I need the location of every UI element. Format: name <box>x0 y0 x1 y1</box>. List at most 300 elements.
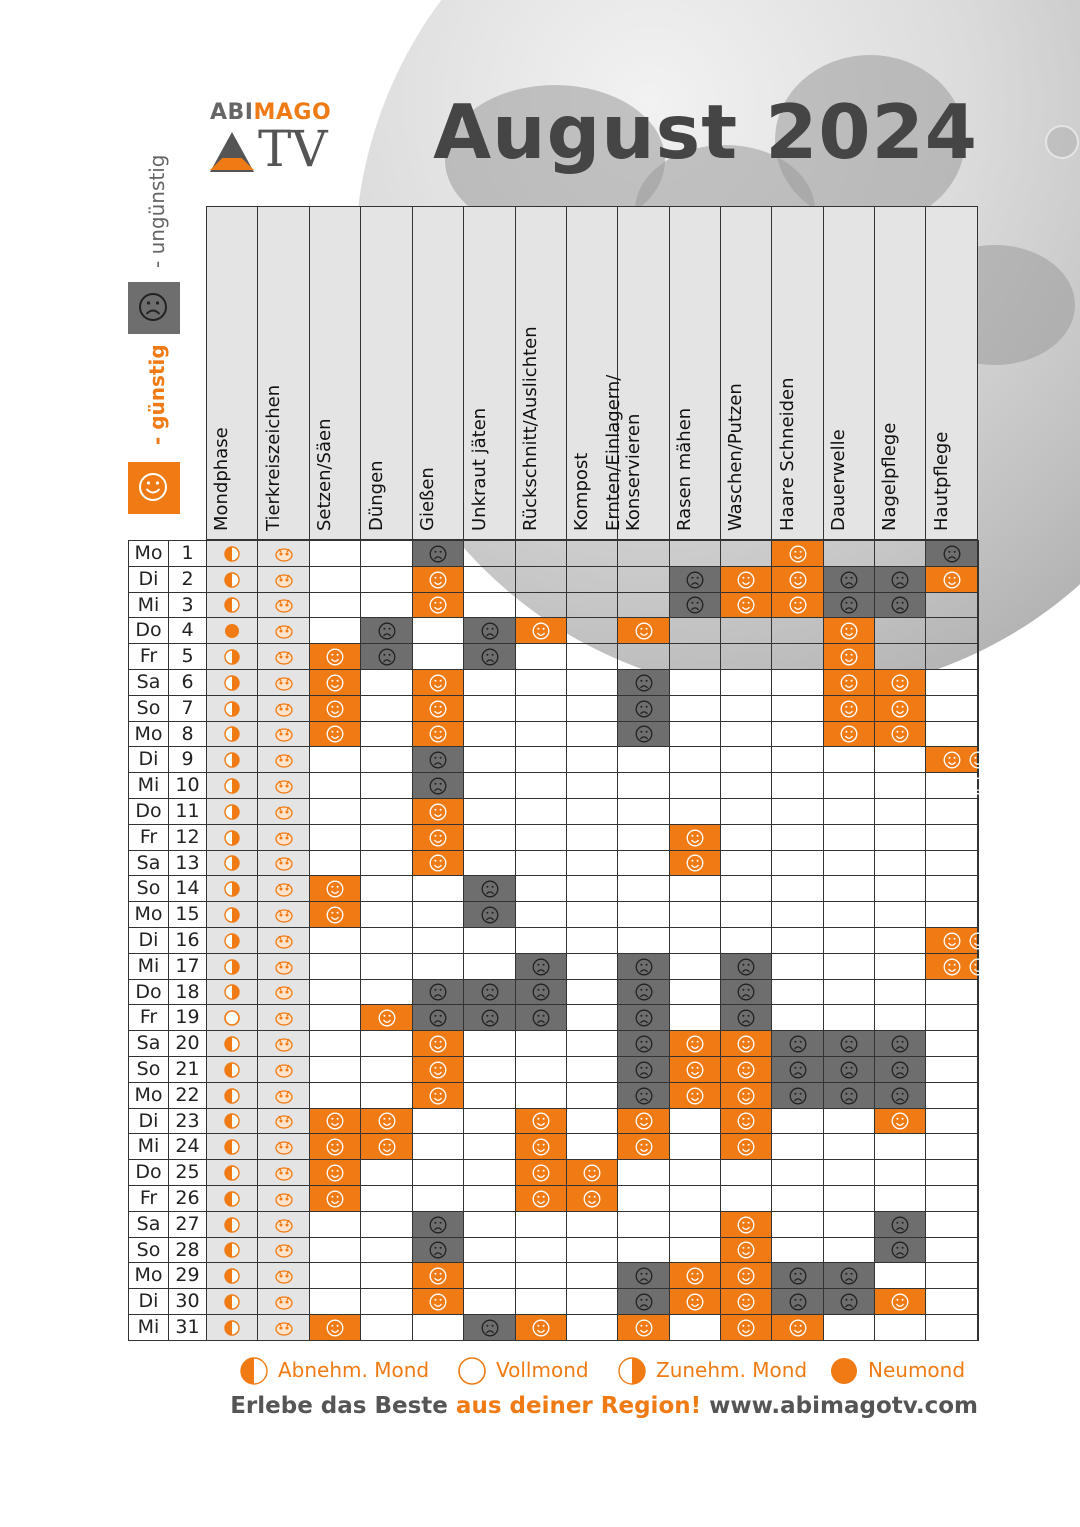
column-header-label: Setzen/Säen <box>314 418 335 531</box>
empty-cell <box>412 1108 464 1134</box>
empty-cell <box>977 540 979 567</box>
good-cell <box>977 927 979 954</box>
column-header <box>309 206 361 540</box>
empty-cell <box>360 979 413 1005</box>
zodiac-cell <box>257 617 310 644</box>
empty-cell <box>771 850 824 876</box>
moon-phase-increasing-icon <box>224 752 240 768</box>
good-cell <box>771 592 824 618</box>
empty-cell <box>823 953 875 980</box>
empty-cell <box>720 798 772 825</box>
zodiac-cell <box>257 566 310 593</box>
good-cell <box>412 1262 464 1289</box>
good-cell <box>720 1314 772 1341</box>
empty-cell <box>566 1108 618 1134</box>
column-header-label: Dauerwelle <box>828 429 849 531</box>
empty-cell <box>925 850 978 876</box>
bad-cell <box>771 1056 824 1083</box>
empty-cell <box>823 1185 875 1212</box>
empty-cell <box>771 875 824 902</box>
good-cell <box>309 695 361 722</box>
empty-cell <box>463 540 516 567</box>
moon-phase-cell <box>206 669 258 696</box>
empty-cell <box>771 643 824 670</box>
good-cell <box>412 669 464 696</box>
empty-cell <box>977 1211 979 1238</box>
good-cell <box>412 1288 464 1315</box>
empty-cell <box>977 1133 979 1160</box>
column-header <box>823 206 875 540</box>
empty-cell <box>566 592 618 618</box>
column-header <box>463 206 516 540</box>
zodiac-cell <box>257 1237 310 1263</box>
moon-phase-cell <box>206 592 258 618</box>
abimago-logo: ABIMAGO TV <box>210 100 332 178</box>
zodiac-cell <box>257 798 310 825</box>
empty-cell <box>309 979 361 1005</box>
bad-cell <box>617 1056 670 1083</box>
moon-phase-cell <box>206 1314 258 1341</box>
moon-phase-cell <box>206 695 258 722</box>
bad-cell <box>874 1030 926 1057</box>
empty-cell <box>823 1108 875 1134</box>
empty-cell <box>925 1288 978 1315</box>
empty-cell <box>823 1159 875 1186</box>
moon-phase-cell <box>206 1108 258 1134</box>
empty-cell <box>771 1004 824 1031</box>
zodiac-cell <box>257 721 310 747</box>
empty-cell <box>617 540 670 567</box>
moon-phase-cell <box>206 746 258 773</box>
empty-cell <box>874 798 926 825</box>
empty-cell <box>720 721 772 747</box>
good-cell <box>309 669 361 696</box>
empty-cell <box>874 927 926 954</box>
empty-cell <box>566 566 618 593</box>
empty-cell <box>617 1237 670 1263</box>
empty-cell <box>463 746 516 773</box>
zodiac-cell <box>257 1004 310 1031</box>
bad-cell <box>874 1237 926 1263</box>
empty-cell <box>925 901 978 928</box>
empty-cell <box>771 1211 824 1238</box>
good-cell <box>412 1082 464 1109</box>
empty-cell <box>977 617 979 644</box>
empty-cell <box>977 875 979 902</box>
empty-cell <box>977 669 979 696</box>
moon-phase-cell <box>206 824 258 851</box>
day-number-cell: 9 <box>168 746 207 773</box>
empty-cell <box>412 1314 464 1341</box>
moon-phase-decreasing-icon <box>224 597 240 613</box>
bad-cell <box>412 772 464 799</box>
empty-cell <box>925 1133 978 1160</box>
empty-cell <box>977 824 979 851</box>
moon-phase-cell <box>206 1288 258 1315</box>
empty-cell <box>823 927 875 954</box>
moon-phase-increasing-icon <box>224 933 240 949</box>
good-cell <box>412 592 464 618</box>
empty-cell <box>669 1108 721 1134</box>
empty-cell <box>925 1185 978 1212</box>
empty-cell <box>360 772 413 799</box>
good-cell <box>874 1288 926 1315</box>
bad-cell <box>771 1262 824 1289</box>
empty-cell <box>412 953 464 980</box>
empty-cell <box>669 643 721 670</box>
empty-cell <box>977 1082 979 1109</box>
empty-cell <box>309 1211 361 1238</box>
empty-cell <box>925 643 978 670</box>
empty-cell <box>463 798 516 825</box>
empty-cell <box>771 979 824 1005</box>
empty-cell <box>977 1108 979 1134</box>
empty-cell <box>925 875 978 902</box>
moon-full-icon <box>458 1357 486 1385</box>
empty-cell <box>617 927 670 954</box>
empty-cell <box>360 1082 413 1109</box>
day-number-cell: 23 <box>168 1108 207 1134</box>
legend-label: Neumond <box>868 1358 966 1382</box>
empty-cell <box>566 901 618 928</box>
zodiac-cell <box>257 1288 310 1315</box>
empty-cell <box>412 1159 464 1186</box>
page-title: August 2024 <box>433 88 978 176</box>
moon-phase-increasing-icon <box>224 804 240 820</box>
moon-phase-cell <box>206 1082 258 1109</box>
empty-cell <box>771 1237 824 1263</box>
empty-cell <box>463 953 516 980</box>
empty-cell <box>309 1262 361 1289</box>
weekday-cell: Di <box>128 1108 169 1134</box>
empty-cell <box>720 875 772 902</box>
empty-cell <box>515 1288 567 1315</box>
bad-cell <box>360 643 413 670</box>
empty-cell <box>566 1314 618 1341</box>
empty-cell <box>360 1237 413 1263</box>
empty-cell <box>669 1159 721 1186</box>
moon-phase-increasing-icon <box>224 907 240 923</box>
day-number-cell: 4 <box>168 617 207 644</box>
empty-cell <box>720 927 772 954</box>
legend-bad-label: - ungünstig <box>145 154 169 268</box>
weekday-cell: Di <box>128 566 169 593</box>
moon-new-icon <box>830 1357 858 1385</box>
empty-cell <box>669 901 721 928</box>
good-cell <box>412 1030 464 1057</box>
empty-cell <box>360 746 413 773</box>
empty-cell <box>412 875 464 902</box>
good-cell <box>412 824 464 851</box>
empty-cell <box>823 746 875 773</box>
day-number-cell: 18 <box>168 979 207 1005</box>
empty-cell <box>566 643 618 670</box>
empty-cell <box>360 566 413 593</box>
weekday-cell: Mo <box>128 540 169 567</box>
empty-cell <box>360 1185 413 1212</box>
zodiac-cell <box>257 824 310 851</box>
good-cell <box>823 617 875 644</box>
empty-cell <box>823 1004 875 1031</box>
empty-cell <box>823 1133 875 1160</box>
bad-cell <box>823 1030 875 1057</box>
empty-cell <box>720 540 772 567</box>
empty-cell <box>515 695 567 722</box>
day-number-cell: 3 <box>168 592 207 618</box>
empty-cell <box>566 1262 618 1289</box>
empty-cell <box>669 540 721 567</box>
moon-phase-legend <box>240 1356 980 1386</box>
good-cell <box>309 643 361 670</box>
moon-phase-cell <box>206 1030 258 1057</box>
good-cell <box>720 1133 772 1160</box>
day-number-cell: 30 <box>168 1288 207 1315</box>
bad-cell <box>617 1030 670 1057</box>
empty-cell <box>874 901 926 928</box>
column-header-label: Ernten/Einlagern/ Konservieren <box>602 374 644 531</box>
empty-cell <box>925 1262 978 1289</box>
empty-cell <box>874 617 926 644</box>
empty-cell <box>463 592 516 618</box>
moon-phase-decreasing-icon <box>224 1320 240 1336</box>
empty-cell <box>309 772 361 799</box>
empty-cell <box>309 824 361 851</box>
bad-cell <box>463 875 516 902</box>
bad-cell <box>874 1211 926 1238</box>
moon-phase-cell <box>206 1237 258 1263</box>
bad-cell <box>412 979 464 1005</box>
bad-cell <box>617 1262 670 1289</box>
moon-phase-cell <box>206 617 258 644</box>
empty-cell <box>360 1288 413 1315</box>
bad-cell <box>617 721 670 747</box>
bad-cell <box>669 592 721 618</box>
good-cell <box>720 1030 772 1057</box>
column-header <box>720 206 772 540</box>
empty-cell <box>309 953 361 980</box>
empty-cell <box>515 901 567 928</box>
day-number-cell: 7 <box>168 695 207 722</box>
empty-cell <box>823 979 875 1005</box>
weekday-cell: Fr <box>128 643 169 670</box>
bad-cell <box>463 1004 516 1031</box>
empty-cell <box>874 824 926 851</box>
moon-phase-decreasing-icon <box>224 1113 240 1129</box>
empty-cell <box>617 901 670 928</box>
moon-phase-decreasing-icon <box>224 1062 240 1078</box>
empty-cell <box>977 850 979 876</box>
weekday-cell: Mi <box>128 592 169 618</box>
moon-phase-decreasing-icon <box>224 1191 240 1207</box>
empty-cell <box>720 850 772 876</box>
bad-cell <box>925 540 978 567</box>
empty-cell <box>515 746 567 773</box>
empty-cell <box>515 798 567 825</box>
empty-cell <box>566 721 618 747</box>
column-header <box>602 206 670 540</box>
day-number-cell: 20 <box>168 1030 207 1057</box>
day-number-cell: 21 <box>168 1056 207 1083</box>
weekday-cell: Mo <box>128 1262 169 1289</box>
column-header <box>257 206 310 540</box>
empty-cell <box>771 772 824 799</box>
empty-cell <box>771 1185 824 1212</box>
empty-cell <box>309 617 361 644</box>
bad-cell <box>720 1004 772 1031</box>
good-cell <box>669 1262 721 1289</box>
zodiac-cell <box>257 592 310 618</box>
moon-phase-decreasing-icon <box>224 1165 240 1181</box>
moon-phase-full-icon <box>224 1010 240 1026</box>
empty-cell <box>463 1082 516 1109</box>
bad-cell <box>617 1082 670 1109</box>
bad-cell <box>617 1288 670 1315</box>
day-number-cell: 13 <box>168 850 207 876</box>
moon-phase-increasing-icon <box>224 830 240 846</box>
weekday-cell: Mi <box>128 772 169 799</box>
good-cell <box>720 592 772 618</box>
day-number-cell: 29 <box>168 1262 207 1289</box>
good-cell <box>617 617 670 644</box>
empty-cell <box>463 566 516 593</box>
empty-cell <box>874 850 926 876</box>
empty-cell <box>412 1185 464 1212</box>
empty-cell <box>360 540 413 567</box>
good-cell <box>874 1108 926 1134</box>
day-number-cell: 31 <box>168 1314 207 1341</box>
good-cell <box>720 1262 772 1289</box>
legend-label: Abnehm. Mond <box>278 1358 430 1382</box>
zodiac-cell <box>257 772 310 799</box>
empty-cell <box>720 901 772 928</box>
zodiac-cell <box>257 1133 310 1160</box>
empty-cell <box>360 1262 413 1289</box>
weekday-cell: Di <box>128 927 169 954</box>
empty-cell <box>925 1159 978 1186</box>
column-header-label: Kompost <box>571 452 592 531</box>
empty-cell <box>360 1159 413 1186</box>
empty-cell <box>566 850 618 876</box>
empty-cell <box>463 772 516 799</box>
empty-cell <box>617 772 670 799</box>
empty-cell <box>771 1108 824 1134</box>
empty-cell <box>771 953 824 980</box>
bad-cell <box>412 540 464 567</box>
empty-cell <box>463 850 516 876</box>
zodiac-cell <box>257 875 310 902</box>
empty-cell <box>771 721 824 747</box>
bad-cell <box>617 669 670 696</box>
empty-cell <box>977 1056 979 1083</box>
moon-phase-increasing-icon <box>224 649 240 665</box>
column-header-label: Rückschnitt/Auslichten <box>520 326 541 531</box>
day-number-cell: 8 <box>168 721 207 747</box>
empty-cell <box>669 1237 721 1263</box>
empty-cell <box>412 643 464 670</box>
empty-cell <box>566 824 618 851</box>
empty-cell <box>515 540 567 567</box>
zodiac-cell <box>257 979 310 1005</box>
good-cell <box>977 746 979 773</box>
day-number-cell: 19 <box>168 1004 207 1031</box>
empty-cell <box>720 824 772 851</box>
moon-phase-cell <box>206 901 258 928</box>
good-cell <box>669 1082 721 1109</box>
empty-cell <box>412 617 464 644</box>
empty-cell <box>925 1211 978 1238</box>
weekday-cell: So <box>128 1056 169 1083</box>
good-cell <box>720 1237 772 1263</box>
empty-cell <box>566 772 618 799</box>
empty-cell <box>360 901 413 928</box>
empty-cell <box>977 1159 979 1186</box>
empty-cell <box>360 1211 413 1238</box>
moon-increasing-icon <box>618 1357 646 1385</box>
good-cell <box>566 1159 618 1186</box>
weekday-cell: Sa <box>128 850 169 876</box>
empty-cell <box>823 901 875 928</box>
empty-cell <box>617 566 670 593</box>
legend-label: Zunehm. Mond <box>656 1358 808 1382</box>
column-header-label: Rasen mähen <box>674 407 695 531</box>
empty-cell <box>515 643 567 670</box>
column-header-label: Mondphase <box>211 427 232 531</box>
column-header-label: Unkraut jäten <box>468 407 490 531</box>
good-cell <box>771 566 824 593</box>
empty-cell <box>566 1082 618 1109</box>
empty-cell <box>515 566 567 593</box>
empty-cell <box>771 669 824 696</box>
moon-phase-increasing-icon <box>224 959 240 975</box>
day-number-cell: 6 <box>168 669 207 696</box>
day-number-cell: 17 <box>168 953 207 980</box>
empty-cell <box>874 772 926 799</box>
empty-cell <box>925 979 978 1005</box>
empty-cell <box>669 1211 721 1238</box>
day-number-cell: 26 <box>168 1185 207 1212</box>
empty-cell <box>617 1211 670 1238</box>
empty-cell <box>874 1004 926 1031</box>
empty-cell <box>566 669 618 696</box>
empty-cell <box>309 1030 361 1057</box>
day-number-cell: 5 <box>168 643 207 670</box>
empty-cell <box>977 1237 979 1263</box>
bad-cell <box>515 953 567 980</box>
good-cell <box>412 695 464 722</box>
good-cell <box>566 1185 618 1212</box>
empty-cell <box>669 695 721 722</box>
good-cell <box>412 721 464 747</box>
empty-cell <box>309 1056 361 1083</box>
empty-cell <box>720 617 772 644</box>
moon-phase-decreasing-icon <box>224 1217 240 1233</box>
empty-cell <box>515 1262 567 1289</box>
empty-cell <box>925 824 978 851</box>
bad-cell <box>617 695 670 722</box>
empty-cell <box>566 1056 618 1083</box>
empty-cell <box>874 540 926 567</box>
weekday-cell: Mo <box>128 721 169 747</box>
moon-phase-cell <box>206 721 258 747</box>
bad-cell <box>669 566 721 593</box>
empty-cell <box>669 669 721 696</box>
empty-cell <box>925 1237 978 1263</box>
column-header-label: Düngen <box>365 460 387 531</box>
empty-cell <box>669 1004 721 1031</box>
empty-cell <box>617 746 670 773</box>
empty-cell <box>823 1211 875 1238</box>
moon-phase-decreasing-icon <box>224 572 240 588</box>
